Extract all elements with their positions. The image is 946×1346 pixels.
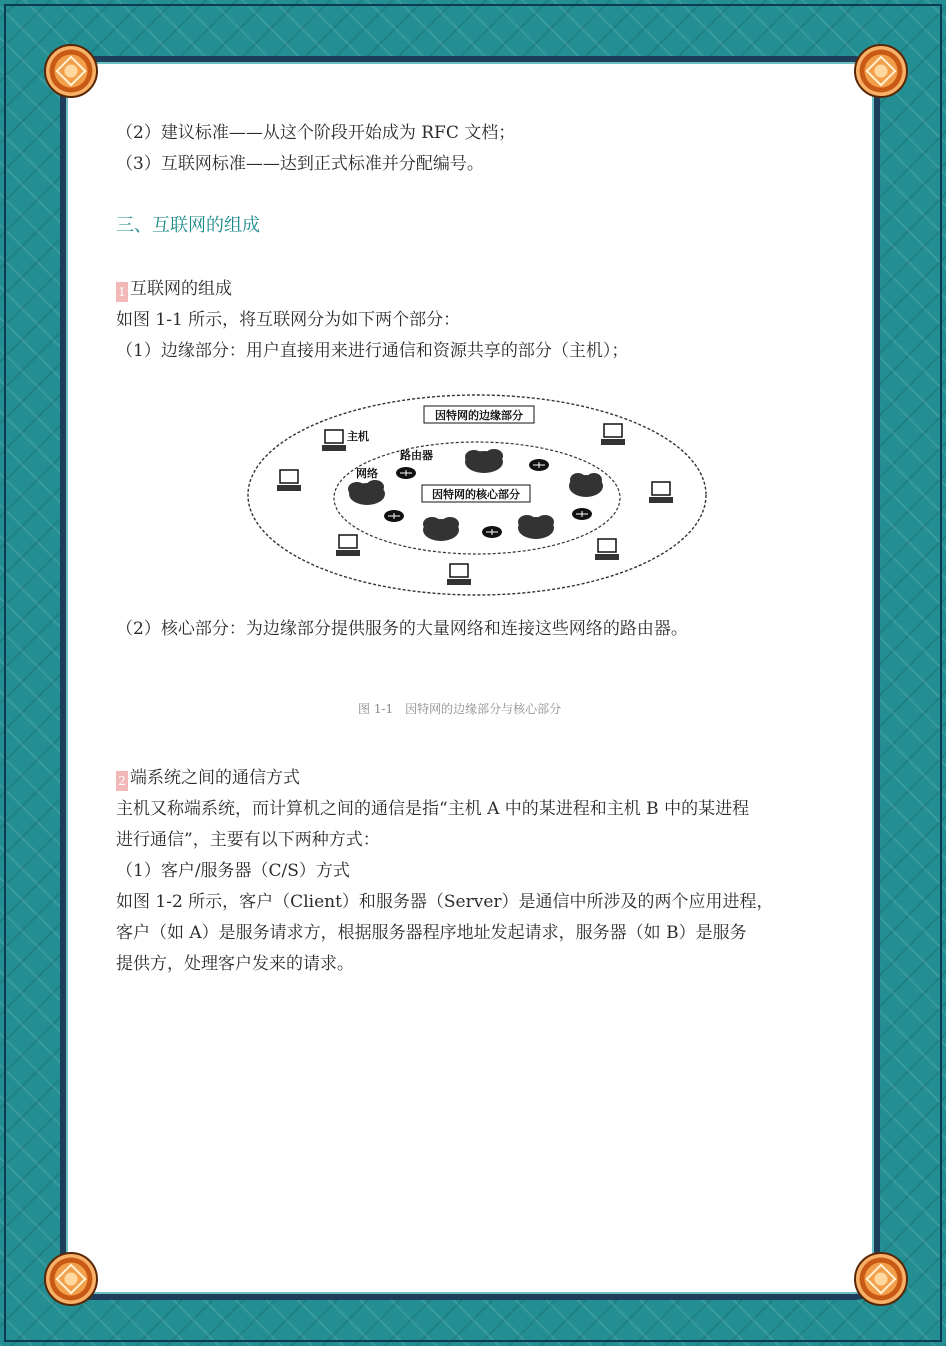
paragraph-line: （2）建议标准——从这个阶段开始成为 RFC 文档；: [116, 123, 516, 143]
paragraph-line: （3）互联网标准——达到正式标准并分配编号。: [116, 154, 484, 174]
router-icon: [482, 526, 502, 538]
cloud-icon: [518, 515, 554, 539]
paragraph-line: （1）边缘部分：用户直接用来进行通信和资源共享的部分（主机）；: [116, 341, 629, 361]
network-diagram: [244, 388, 710, 602]
router-icon: [396, 467, 416, 479]
subsection-heading: [116, 274, 232, 302]
host-computer-icon: [601, 424, 625, 445]
paragraph-line: 如图 1-1 所示，将互联网分为如下两个部分：: [116, 310, 461, 330]
core-label: 因特网的核心部分: [432, 488, 520, 501]
subsection-number: 2: [116, 771, 128, 791]
subsection-heading: [116, 763, 300, 791]
host-computer-icon: [277, 470, 301, 491]
router-icon: [529, 459, 549, 471]
corner-ornament-icon: [44, 1252, 98, 1306]
host-computer-icon: [595, 539, 619, 560]
cloud-icon: [465, 449, 503, 473]
router-icon: [384, 510, 404, 522]
document-page: [60, 56, 880, 1300]
corner-ornament-icon: [44, 44, 98, 98]
subsection-title: 互联网的组成: [130, 279, 232, 299]
corner-ornament-icon: [854, 1252, 908, 1306]
paragraph-line: 主机又称端系统，而计算机之间的通信是指“主机 A 中的某进程和主机 B 中的某进程: [116, 799, 750, 819]
paragraph-line: 进行通信”，主要有以下两种方式：: [116, 830, 380, 850]
paragraph-line: 如图 1-2 所示，客户（Client）和服务器（Server）是通信中所涉及的两个应用进程，: [116, 892, 774, 912]
paragraph-line: 提供方，处理客户发来的请求。: [116, 954, 354, 974]
host-label: 主机: [347, 430, 369, 443]
edge-label: 因特网的边缘部分: [435, 409, 523, 422]
network-label: 网络: [356, 467, 378, 480]
host-computer-icon: [322, 430, 346, 451]
host-computer-icon: [336, 535, 360, 556]
router-icon: [572, 508, 592, 520]
subsection-title: 端系统之间的通信方式: [130, 768, 300, 788]
cloud-icon: [569, 473, 603, 497]
figure-caption: 图 1-1 因特网的边缘部分与核心部分: [358, 702, 562, 716]
subsection-number: 1: [116, 282, 128, 302]
corner-ornament-icon: [854, 44, 908, 98]
host-computer-icon: [649, 482, 673, 503]
paragraph-line: （1）客户/服务器（C/S）方式: [116, 861, 350, 881]
cloud-icon: [348, 480, 385, 505]
router-label: 路由器: [400, 449, 433, 462]
section-heading: 三、互联网的组成: [116, 215, 260, 236]
paragraph-line: 客户（如 A）是服务请求方，根据服务器程序地址发起请求，服务器（如 B）是服务: [116, 923, 747, 943]
host-computer-icon: [447, 564, 471, 585]
cloud-icon: [423, 517, 459, 541]
paragraph-line: （2）核心部分：为边缘部分提供服务的大量网络和连接这些网络的路由器。: [116, 619, 688, 639]
